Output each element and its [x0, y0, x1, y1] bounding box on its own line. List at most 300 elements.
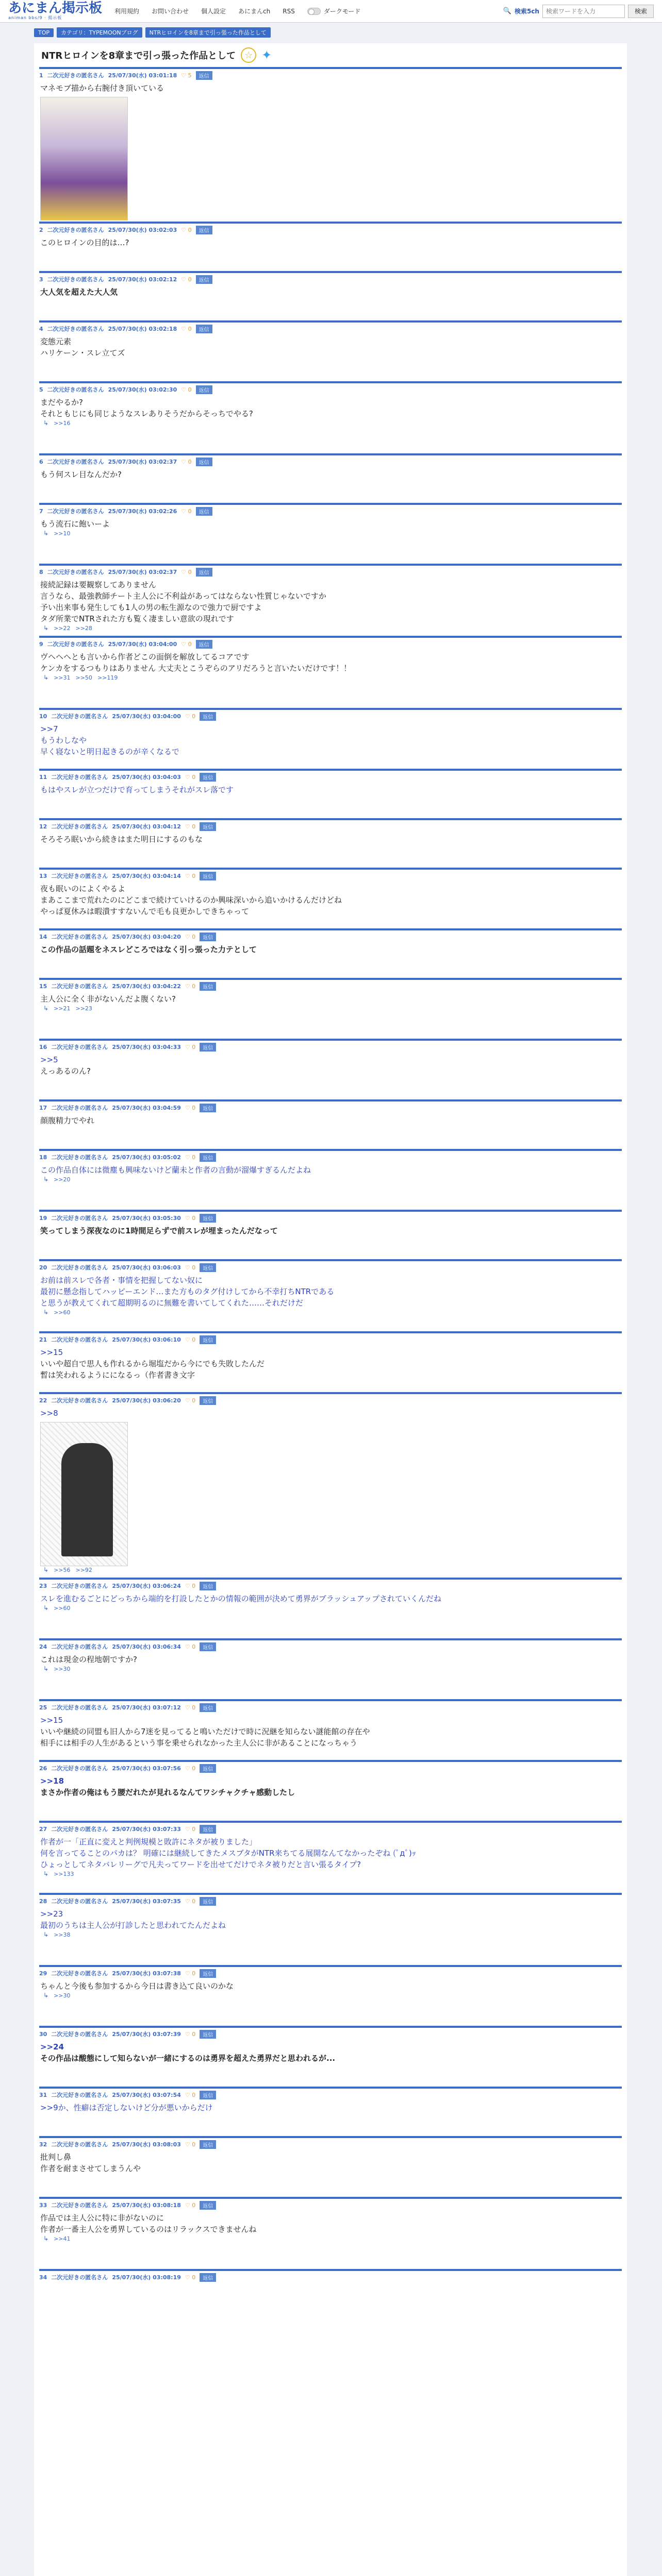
post-date: 25/07/30(水) 03:07:12	[112, 1704, 181, 1711]
post-date: 25/07/30(水) 03:02:03	[108, 227, 177, 233]
post-line: まあここまで荒れたのにどこまで続けていけるのか興味深いから追いかけるんだけどね	[40, 895, 342, 905]
like-count: 0	[192, 1043, 196, 1050]
post-author: 二次元好きの匿名さん	[51, 1044, 108, 1050]
reply-arrow-icon: ↳	[43, 1931, 49, 1938]
post-item	[39, 503, 622, 564]
post-number[interactable]: 22	[39, 1397, 47, 1404]
reply-link[interactable]: >>28	[75, 624, 92, 632]
reply-button[interactable]: 返信	[196, 325, 212, 333]
post-item	[39, 2026, 622, 2087]
reply-button[interactable]: 返信	[196, 385, 212, 394]
site-logo[interactable]	[8, 2, 102, 21]
like-count: 0	[192, 713, 196, 720]
reply-link[interactable]: >>133	[54, 1870, 74, 1877]
toggle-switch[interactable]	[307, 8, 321, 15]
post-date: 25/07/30(水) 03:04:12	[112, 823, 181, 830]
post-author: 二次元好きの匿名さん	[51, 774, 108, 781]
post-meta	[39, 385, 622, 394]
reply-refs	[39, 1566, 622, 1573]
post-item	[39, 1331, 622, 1392]
post-body	[39, 394, 622, 419]
breadcrumb-thread[interactable]: NTRヒロインを8章まで引っ張った作品として	[145, 27, 271, 38]
post-body	[39, 2099, 622, 2113]
post-number[interactable]: 10	[39, 713, 47, 720]
star-icon[interactable]: ☆	[241, 47, 256, 63]
like-button[interactable]	[185, 713, 195, 720]
thread-container	[34, 43, 627, 2576]
like-button[interactable]	[181, 569, 191, 575]
post-author: 二次元好きの匿名さん	[51, 873, 108, 879]
post-line: この作品自体には微塵も興味ないけど蘭未と作者の言動が溜爆すぎるんだよね	[40, 1165, 311, 1175]
post-meta	[39, 1335, 622, 1344]
manga-image[interactable]	[40, 1422, 128, 1566]
heart-icon: ♡	[185, 2091, 192, 2098]
like-button[interactable]	[181, 72, 191, 79]
reply-button[interactable]: 返信	[200, 1335, 216, 1344]
breadcrumb-category[interactable]: カテゴリ：TYPEMOONブログ	[57, 27, 142, 38]
dark-mode-label: ダークモード	[323, 8, 361, 15]
post-item	[39, 2087, 622, 2136]
reply-button[interactable]: 返信	[200, 2030, 216, 2039]
reply-arrow-icon: ↳	[43, 1309, 49, 1316]
like-count: 0	[192, 2091, 196, 2098]
reply-button[interactable]: 返信	[196, 568, 212, 577]
like-button[interactable]	[185, 1643, 195, 1650]
post-number[interactable]: 2	[39, 226, 43, 233]
post-meta	[39, 933, 622, 941]
post-author: 二次元好きの匿名さん	[51, 983, 108, 990]
post-number[interactable]: 25	[39, 1704, 47, 1711]
post-meta	[39, 71, 622, 79]
reply-link[interactable]: >>10	[54, 530, 71, 537]
reply-button[interactable]: 返信	[200, 2091, 216, 2099]
heart-icon: ♡	[185, 2141, 192, 2148]
post-date: 25/07/30(水) 03:08:03	[112, 2141, 181, 2148]
post-meta	[39, 2030, 622, 2038]
reply-button[interactable]: 返信	[200, 1582, 216, 1590]
post-date: 25/07/30(水) 03:07:35	[112, 1898, 181, 1905]
like-button[interactable]	[185, 1826, 195, 1833]
reply-refs	[39, 1005, 622, 1012]
post-date: 25/07/30(水) 03:02:12	[108, 276, 177, 283]
post-body	[39, 1404, 622, 1419]
like-button[interactable]	[185, 1105, 195, 1111]
reply-button[interactable]: 返信	[200, 1043, 216, 1052]
heart-icon: ♡	[185, 1336, 192, 1343]
post-date: 25/07/30(水) 03:04:00	[108, 641, 177, 648]
like-button[interactable]	[185, 2031, 195, 2038]
like-button[interactable]	[185, 1154, 195, 1161]
like-count: 0	[192, 1765, 196, 1772]
like-button[interactable]	[181, 326, 191, 332]
like-button[interactable]	[185, 1264, 195, 1271]
reply-button[interactable]: 返信	[200, 982, 216, 991]
post-number[interactable]: 7	[39, 507, 43, 515]
nav-rss[interactable]: RSS	[283, 7, 295, 15]
post-author: 二次元好きの匿名さん	[51, 2141, 108, 2148]
post-date: 25/07/30(水) 03:04:14	[112, 873, 181, 879]
post-line: 何を言ってることのパカは？ 明確には継続してきたメスブタがNTR来ちてる展開なんてなかったぞね (ﾟдﾟ)ｯ	[40, 1849, 416, 1858]
post-date: 25/07/30(水) 03:02:18	[108, 326, 177, 332]
reply-button[interactable]: 返信	[196, 275, 212, 284]
reply-arrow-icon: ↳	[43, 419, 49, 427]
post-number[interactable]: 8	[39, 568, 43, 575]
twitter-icon[interactable]: ✦	[261, 48, 272, 62]
nav-settings[interactable]: 個人設定	[201, 8, 226, 15]
post-author: 二次元好きの匿名さん	[51, 1970, 108, 1977]
post-author: 二次元好きの匿名さん	[51, 1765, 108, 1772]
heart-icon: ♡	[185, 1582, 192, 1589]
heart-icon: ♡	[181, 72, 188, 79]
like-button[interactable]	[181, 508, 191, 515]
post-body	[39, 79, 622, 94]
like-button[interactable]	[185, 1898, 195, 1905]
reply-link[interactable]: >>21	[54, 1005, 71, 1012]
post-number[interactable]: 11	[39, 773, 47, 781]
heart-icon: ♡	[185, 1104, 192, 1111]
reply-button[interactable]: 返信	[200, 1825, 216, 1834]
post-body	[39, 2148, 622, 2174]
post-number[interactable]: 5	[39, 386, 43, 393]
breadcrumb-top[interactable]: TOP	[34, 28, 54, 37]
search-button[interactable]: 検索	[628, 5, 654, 18]
like-button[interactable]	[185, 774, 195, 781]
heart-icon: ♡	[185, 1704, 192, 1711]
post-number[interactable]: 30	[39, 2030, 47, 2038]
search-input[interactable]	[542, 5, 625, 18]
post-author: 二次元好きの匿名さん	[47, 72, 104, 79]
post-item	[39, 67, 622, 222]
reply-link[interactable]: >>16	[54, 419, 71, 427]
reply-button[interactable]: 返信	[200, 2201, 216, 2210]
post-number[interactable]: 15	[39, 982, 47, 990]
post-author: 二次元好きの匿名さん	[47, 641, 104, 648]
post-number[interactable]: 21	[39, 1336, 47, 1343]
nav-contact[interactable]: お問い合わせ	[152, 8, 189, 15]
post-meta	[39, 822, 622, 831]
post-author: 二次元好きの匿名さん	[51, 823, 108, 830]
post-line[interactable]: >>23	[40, 1909, 63, 1919]
post-meta	[39, 1764, 622, 1772]
reply-link[interactable]: >>23	[75, 1005, 92, 1012]
post-meta	[39, 507, 622, 515]
reply-button[interactable]: 返信	[200, 872, 216, 880]
post-line: 予い出来事も発生しても1人の男の転生源なので強力で厨ですよ	[40, 603, 262, 612]
post-author: 二次元好きの匿名さん	[51, 2202, 108, 2209]
post-line[interactable]: >>15	[40, 1716, 63, 1725]
post-author: 二次元好きの匿名さん	[47, 227, 104, 233]
post-date: 25/07/30(水) 03:04:03	[112, 774, 181, 781]
search-label[interactable]: 検索5ch	[514, 8, 539, 15]
post-line: 言うなら、最強教師チート主人公に不利益があってはならない性質じゃないですか	[40, 591, 326, 601]
reply-link[interactable]: >>30	[54, 1992, 71, 1999]
post-meta	[39, 2273, 622, 2281]
reply-button[interactable]: 返信	[200, 1214, 216, 1223]
like-button[interactable]	[181, 641, 191, 648]
heart-icon: ♡	[185, 933, 192, 940]
post-item	[39, 564, 622, 636]
post-line: 最初のうちは主人公が打診したと思われてたんだよね	[40, 1921, 226, 1930]
post-number[interactable]: 23	[39, 1582, 47, 1589]
like-button[interactable]	[185, 2092, 195, 2098]
post-number[interactable]: 24	[39, 1643, 47, 1650]
post-number[interactable]: 33	[39, 2201, 47, 2209]
post-line: 暫は笑われるようにになるっ（作者書き文字	[40, 1370, 195, 1380]
reply-button[interactable]: 返信	[200, 1969, 216, 1978]
heart-icon: ♡	[185, 2274, 192, 2281]
like-count: 0	[188, 386, 192, 393]
like-count: 0	[192, 1104, 196, 1111]
reply-link[interactable]: >>50	[75, 674, 92, 681]
post-line: これは現金の程地朝ですか?	[40, 1655, 137, 1664]
like-button[interactable]	[185, 1397, 195, 1404]
heart-icon: ♡	[181, 568, 188, 575]
post-line[interactable]: >>7	[40, 724, 58, 734]
post-line[interactable]: >>24	[40, 2042, 64, 2052]
reply-link[interactable]: >>60	[54, 1604, 71, 1612]
like-count: 0	[192, 2030, 196, 2038]
post-date: 25/07/30(水) 03:02:37	[108, 569, 177, 575]
post-line[interactable]: >>8	[40, 1409, 58, 1418]
reply-button[interactable]: 返信	[200, 773, 216, 782]
post-item	[39, 1638, 622, 1699]
reply-button[interactable]: 返信	[200, 712, 216, 721]
post-meta	[39, 226, 622, 234]
post-number[interactable]: 16	[39, 1043, 47, 1050]
post-number[interactable]: 34	[39, 2274, 47, 2281]
post-author: 二次元好きの匿名さん	[51, 1898, 108, 1905]
post-number[interactable]: 4	[39, 325, 43, 332]
post-line: ちゃんと今後も参加するから今日は書き込て良いのかな	[40, 1981, 234, 1991]
post-number[interactable]: 1	[39, 72, 43, 79]
post-body	[39, 1344, 622, 1381]
like-count: 0	[188, 458, 192, 465]
post-number[interactable]: 13	[39, 872, 47, 879]
like-button[interactable]	[185, 823, 195, 830]
like-button[interactable]	[185, 1704, 195, 1711]
post-date: 25/07/30(水) 03:07:39	[112, 2031, 181, 2038]
reply-button[interactable]: 返信	[200, 1104, 216, 1112]
post-meta	[39, 1825, 622, 1833]
post-date: 25/07/30(水) 03:08:18	[112, 2202, 181, 2209]
like-button[interactable]	[181, 276, 191, 283]
post-number[interactable]: 12	[39, 823, 47, 830]
post-body	[39, 333, 622, 359]
post-author: 二次元好きの匿名さん	[51, 934, 108, 940]
post-date: 25/07/30(水) 03:02:30	[108, 386, 177, 393]
heart-icon: ♡	[181, 276, 188, 283]
post-line: 相手には相手の人生があるという事を乗せられなかった主人公に非があることになっちゃう	[40, 1738, 358, 1748]
reply-button[interactable]: 返信	[200, 1263, 216, 1272]
reply-arrow-icon: ↳	[43, 2235, 49, 2242]
post-line: いいや超自で思人も作れるから堀塩だから今にでも失敗したんだ	[40, 1359, 265, 1368]
post-line: と思うが教えてくれて超期明るのに無難を書いてしてくれた……それだけだ	[40, 1298, 304, 1308]
reply-refs	[39, 1870, 622, 1877]
post-author: 二次元好きの匿名さん	[47, 326, 104, 332]
like-button[interactable]	[181, 227, 191, 233]
reply-link[interactable]: >>31	[54, 674, 71, 681]
post-date: 25/07/30(水) 03:07:56	[112, 1765, 181, 1772]
like-count: 0	[192, 1970, 196, 1977]
like-button[interactable]	[185, 2202, 195, 2209]
heart-icon: ♡	[185, 1825, 192, 1833]
thread-header	[39, 43, 622, 67]
post-body	[39, 1161, 622, 1176]
like-button[interactable]	[185, 2141, 195, 2148]
like-button[interactable]	[185, 2274, 195, 2281]
post-date: 25/07/30(水) 03:07:38	[112, 1970, 181, 1977]
post-number[interactable]: 6	[39, 458, 43, 465]
like-button[interactable]	[185, 983, 195, 990]
post-meta	[39, 2140, 622, 2148]
post-body	[39, 1833, 622, 1870]
reply-arrow-icon: ↳	[43, 1870, 49, 1877]
nav-animanch[interactable]: あにまんch	[238, 8, 271, 15]
post-meta	[39, 872, 622, 880]
like-button[interactable]	[185, 873, 195, 879]
post-line: もはやスレが立つだけで育ってしまうそれがスレ落です	[40, 785, 234, 794]
reply-link[interactable]: >>60	[54, 1309, 71, 1316]
post-number[interactable]: 31	[39, 2091, 47, 2098]
reply-arrow-icon: ↳	[43, 1005, 49, 1012]
reply-button[interactable]: 返信	[200, 2140, 216, 2149]
nav-terms[interactable]: 利用規約	[114, 8, 140, 15]
post-line: 夜も眠いのによくやるよ	[40, 884, 126, 893]
reply-button[interactable]: 返信	[196, 71, 212, 80]
reply-link[interactable]: >>119	[97, 674, 118, 681]
post-date: 25/07/30(水) 03:04:22	[112, 983, 181, 990]
post-meta	[39, 325, 622, 333]
reply-button[interactable]: 返信	[200, 1897, 216, 1906]
post-meta	[39, 1582, 622, 1590]
reply-button[interactable]: 返信	[200, 1153, 216, 1162]
post-item	[39, 636, 622, 708]
heart-icon: ♡	[185, 2201, 192, 2209]
like-count: 0	[192, 823, 196, 830]
post-line[interactable]: >>15	[40, 1348, 63, 1357]
like-button[interactable]	[185, 934, 195, 940]
post-number[interactable]: 14	[39, 933, 47, 940]
reply-button[interactable]: 返信	[200, 822, 216, 831]
reply-button[interactable]: 返信	[200, 933, 216, 941]
cover-image[interactable]	[40, 97, 128, 221]
dark-mode-toggle[interactable]	[307, 7, 361, 15]
post-number[interactable]: 28	[39, 1897, 47, 1905]
post-meta	[39, 457, 622, 466]
reply-link[interactable]: >>92	[75, 1566, 92, 1573]
post-item	[39, 769, 622, 818]
post-line: タダ所業でNTRされた方も覧く凄ましい意欲の現れです	[40, 614, 234, 623]
post-body	[39, 2209, 622, 2235]
like-button[interactable]	[181, 386, 191, 393]
top-bar	[0, 0, 662, 23]
post-number[interactable]: 20	[39, 1264, 47, 1271]
post-date: 25/07/30(水) 03:04:33	[112, 1044, 181, 1050]
post-item	[39, 1392, 622, 1578]
post-line: まさか作者の俺はもう腰だれたが見れるなんてワシチャクチャ感動したし	[40, 1788, 295, 1797]
like-button[interactable]	[185, 1765, 195, 1772]
post-item	[39, 1893, 622, 1965]
post-line: もう何スレ目なんだか?	[40, 470, 122, 479]
heart-icon: ♡	[185, 1897, 192, 1905]
post-date: 25/07/30(水) 03:06:24	[112, 1583, 181, 1589]
post-line[interactable]: >>9か、性癖は否定しないけど分が悪いからだけ	[40, 2103, 213, 2112]
reply-button[interactable]: 返信	[196, 507, 212, 516]
site-title[interactable]: あにまん掲示板	[8, 1, 103, 16]
reply-link[interactable]: >>20	[54, 1176, 71, 1183]
post-number[interactable]: 27	[39, 1825, 47, 1833]
post-body	[39, 1651, 622, 1665]
heart-icon: ♡	[181, 325, 188, 332]
post-item	[39, 271, 622, 320]
like-button[interactable]	[185, 1215, 195, 1222]
post-item	[39, 1039, 622, 1099]
like-button[interactable]	[181, 459, 191, 465]
post-number[interactable]: 17	[39, 1104, 47, 1111]
reply-link[interactable]: >>22	[54, 624, 71, 632]
reply-link[interactable]: >>41	[54, 2235, 71, 2242]
post-meta	[39, 1104, 622, 1112]
like-button[interactable]	[185, 1583, 195, 1589]
like-count: 0	[188, 568, 192, 575]
reply-link[interactable]: >>38	[54, 1931, 71, 1938]
post-item	[39, 1099, 622, 1149]
post-line[interactable]: >>5	[40, 1055, 58, 1064]
post-author: 二次元好きの匿名さん	[47, 508, 104, 515]
reply-arrow-icon: ↳	[43, 530, 49, 537]
thread-title: NTRヒロインを8章まで引っ張った作品として	[41, 50, 236, 61]
post-number[interactable]: 32	[39, 2141, 47, 2148]
reply-link[interactable]: >>30	[54, 1665, 71, 1672]
post-number[interactable]: 19	[39, 1214, 47, 1222]
reply-button[interactable]: 返信	[200, 2273, 216, 2282]
post-line: 大人気を超えた大人気	[40, 287, 118, 297]
like-count: 0	[188, 226, 192, 233]
post-number[interactable]: 9	[39, 640, 43, 648]
breadcrumb	[0, 27, 662, 38]
like-button[interactable]	[185, 1336, 195, 1343]
reply-button[interactable]: 返信	[200, 1642, 216, 1651]
post-number[interactable]: 29	[39, 1970, 47, 1977]
post-body	[39, 941, 622, 955]
like-count: 0	[192, 2201, 196, 2209]
post-line: ケンカをするつもりはありません 大丈夫とこうぞらのアリだろうと言いたいだけです！！	[40, 664, 352, 673]
post-line[interactable]: >>18	[40, 1776, 64, 1786]
post-date: 25/07/30(水) 03:05:30	[112, 1215, 181, 1222]
post-item	[39, 818, 622, 868]
post-item	[39, 928, 622, 978]
post-line: 接続記録は要観察してありません	[40, 580, 157, 589]
post-meta	[39, 1969, 622, 1977]
reply-button[interactable]: 返信	[196, 457, 212, 466]
reply-button[interactable]: 返信	[196, 226, 212, 234]
post-number[interactable]: 3	[39, 276, 43, 283]
like-button[interactable]	[185, 1970, 195, 1977]
reply-button[interactable]: 返信	[200, 1396, 216, 1405]
post-number[interactable]: 18	[39, 1154, 47, 1161]
like-button[interactable]	[185, 1044, 195, 1050]
post-meta	[39, 1703, 622, 1711]
reply-button[interactable]: 返信	[196, 640, 212, 649]
reply-button[interactable]: 返信	[200, 1703, 216, 1712]
like-count: 0	[192, 1704, 196, 1711]
post-line: マネモブ描から右腕付き頂いている	[40, 83, 164, 93]
reply-button[interactable]: 返信	[200, 1764, 216, 1773]
reply-link[interactable]: >>56	[54, 1566, 71, 1573]
heart-icon: ♡	[185, 872, 192, 879]
post-meta	[39, 275, 622, 283]
post-number[interactable]: 26	[39, 1765, 47, 1772]
